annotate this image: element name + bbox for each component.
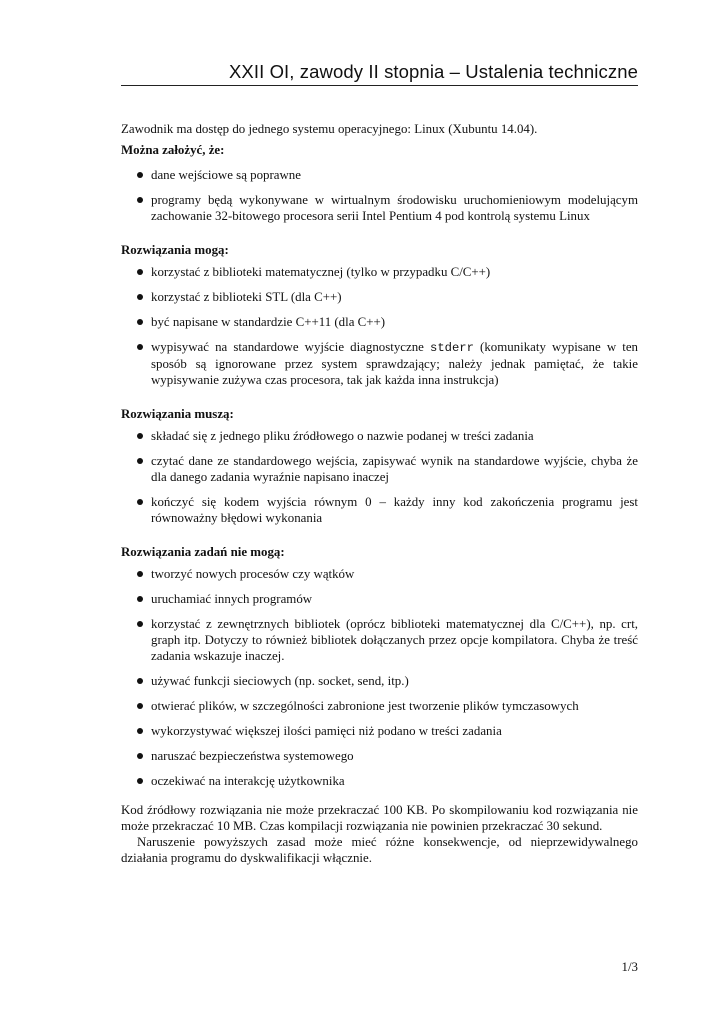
bullet-icon bbox=[137, 294, 143, 300]
list-item: naruszać bezpieczeństwa systemowego bbox=[121, 748, 638, 764]
list-item: korzystać z biblioteki matematycznej (tylko w przypadku C/C++) bbox=[121, 264, 638, 280]
list-item: korzystać z zewnętrznych bibliotek (oprócz biblioteki matematycznej dla C/C++), np. crt, graph itp. Dotyczy to również bibliotek dołączanych przez opcje kompilatora. Chyba że treść zadania wskazuje inaczej. bbox=[121, 616, 638, 664]
bullet-icon bbox=[137, 433, 143, 439]
section-heading-must: Rozwiązania muszą: bbox=[121, 407, 234, 421]
cannot-list bbox=[121, 566, 638, 789]
must-list bbox=[121, 428, 638, 526]
list-item: programy będą wykonywane w wirtualnym środowisku uruchomieniowym modelującym zachowanie 32-bitowego procesora serii Intel Pentium 4 pod kontrolą systemu Linux bbox=[121, 192, 638, 224]
assumptions-list bbox=[121, 167, 638, 224]
list-item: oczekiwać na interakcję użytkownika bbox=[121, 773, 638, 789]
list-item: tworzyć nowych procesów czy wątków bbox=[121, 566, 638, 582]
bullet-icon bbox=[137, 499, 143, 505]
bullet-icon bbox=[137, 678, 143, 684]
list-item: kończyć się kodem wyjścia równym 0 – każdy inny kod zakończenia programu jest równoważny błędowi wykonania bbox=[121, 494, 638, 526]
section-heading-can: Rozwiązania mogą: bbox=[121, 243, 229, 257]
document-body bbox=[121, 121, 638, 866]
list-item: wypisywać na standardowe wyjście diagnostyczne stderr (komunikaty wypisane w ten sposób są ignorowane przez system sprawdzający; należy jednak pamiętać, że takie wypisywanie zużywa czas procesora, tak jak każda inna instrukcja) bbox=[121, 339, 638, 388]
bullet-icon bbox=[137, 172, 143, 178]
section-heading-assumptions: Można założyć, że: bbox=[121, 143, 225, 157]
bullet-icon bbox=[137, 703, 143, 709]
bullet-icon bbox=[137, 596, 143, 602]
bullet-icon bbox=[137, 458, 143, 464]
bullet-icon bbox=[137, 344, 143, 350]
section-heading-cannot: Rozwiązania zadań nie mogą: bbox=[121, 545, 285, 559]
bullet-icon bbox=[137, 571, 143, 577]
list-item: wykorzystywać większej ilości pamięci niż podano w treści zadania bbox=[121, 723, 638, 739]
limits-paragraph: Kod źródłowy rozwiązania nie może przekraczać 100 KB. Po skompilowaniu kod rozwiązania nie może przekraczać 10 MB. Czas kompilacji rozwiązania nie powinien przekraczać 30 sekund. bbox=[121, 803, 638, 833]
consequences-paragraph: Naruszenie powyższych zasad może mieć różne konsekwencje, od nieprzewidywalnego działania programu do dyskwalifikacji włącznie. bbox=[121, 835, 638, 865]
list-item: składać się z jednego pliku źródłowego o nazwie podanej w treści zadania bbox=[121, 428, 638, 444]
bullet-icon bbox=[137, 197, 143, 203]
page-header bbox=[121, 60, 638, 86]
stderr-code: stderr bbox=[430, 341, 474, 355]
list-item: dane wejściowe są poprawne bbox=[121, 167, 638, 183]
list-item: używać funkcji sieciowych (np. socket, send, itp.) bbox=[121, 673, 638, 689]
list-item: uruchamiać innych programów bbox=[121, 591, 638, 607]
list-item: korzystać z biblioteki STL (dla C++) bbox=[121, 289, 638, 305]
bullet-icon bbox=[137, 778, 143, 784]
can-list bbox=[121, 264, 638, 388]
list-item: otwierać plików, w szczególności zabronione jest tworzenie plików tymczasowych bbox=[121, 698, 638, 714]
page-title: XXII OI, zawody II stopnia – Ustalenia techniczne bbox=[228, 61, 638, 82]
list-item: czytać dane ze standardowego wejścia, zapisywać wynik na standardowe wyjście, chyba że dla danego zadania wyraźnie napisano inaczej bbox=[121, 453, 638, 485]
list-item: być napisane w standardzie C++11 (dla C++) bbox=[121, 314, 638, 330]
bullet-icon bbox=[137, 728, 143, 734]
intro-paragraph: Zawodnik ma dostęp do jednego systemu operacyjnego: Linux (Xubuntu 14.04). bbox=[121, 122, 538, 136]
bullet-icon bbox=[137, 621, 143, 627]
bullet-icon bbox=[137, 753, 143, 759]
page-number: 1/3 bbox=[621, 960, 638, 974]
bullet-icon bbox=[137, 319, 143, 325]
bullet-icon bbox=[137, 269, 143, 275]
